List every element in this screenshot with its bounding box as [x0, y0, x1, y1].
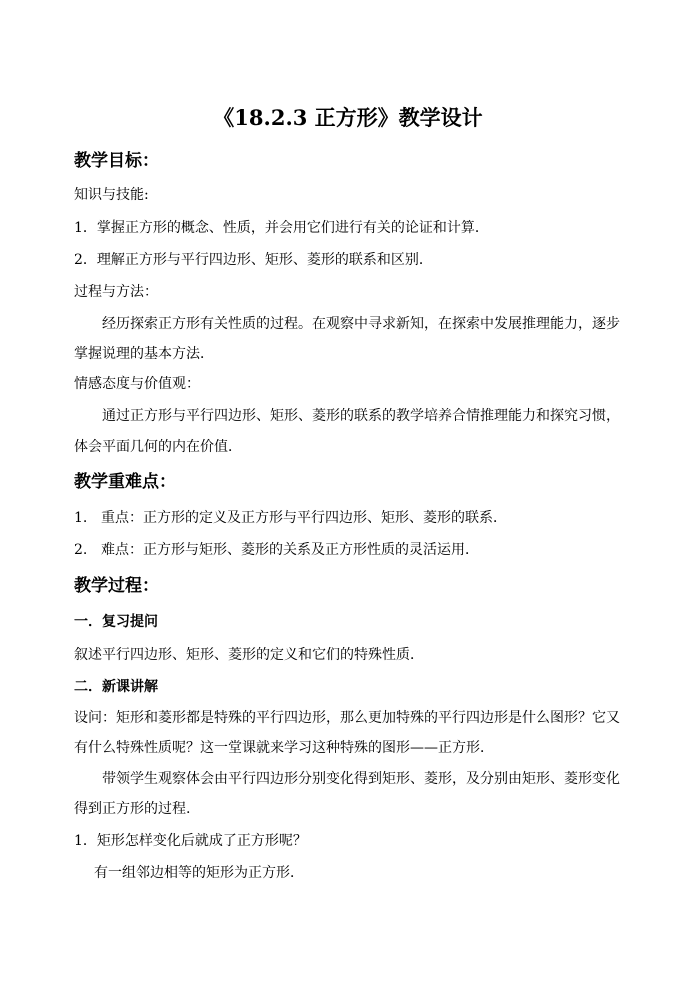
- emotion-paragraph-line-2: 体会平面几何的内在价值．: [74, 439, 242, 455]
- document-title: 《18.2.3 正方形》教学设计: [213, 105, 483, 130]
- heading-teaching-objectives: 教学目标：: [74, 151, 159, 171]
- process-paragraph-line-1: 经历探索正方形有关性质的过程。在观察中寻求新知，在探索中发展推理能力，逐步: [102, 316, 620, 332]
- review-paragraph: 叙述平行四边形、矩形、菱形的定义和它们的特殊性质．: [74, 647, 424, 663]
- knowledge-skills-label: 知识与技能:: [74, 187, 149, 203]
- list-number: 1.: [74, 510, 88, 526]
- objective-item-1: 1．掌握正方形的概念、性质，并会用它们进行有关的论证和计算．: [74, 220, 489, 236]
- subheading-review: 一．复习提问: [74, 614, 158, 630]
- key-point-text: 重点：正方形的定义及正方形与平行四边形、矩形、菱形的联系．: [101, 510, 507, 526]
- key-point-item-1: [74, 508, 507, 528]
- question-paragraph-line-2: 有什么特殊性质呢？这一堂课就来学习这种特殊的图形——正方形．: [74, 740, 494, 756]
- objective-item-2: 2．理解正方形与平行四边形、矩形、菱形的联系和区别．: [74, 252, 433, 268]
- question-paragraph-line-1: 设问：矩形和菱形都是特殊的平行四边形，那么更加特殊的平行四边形是什么图形？它又: [74, 710, 620, 726]
- emotion-values-label: 情感态度与价值观：: [74, 376, 200, 392]
- heading-key-difficult-points: 教学重难点：: [74, 472, 176, 492]
- process-paragraph-line-2: 掌握说理的基本方法．: [74, 346, 214, 362]
- emotion-paragraph-line-1: 通过正方形与平行四边形、矩形、菱形的联系的教学培养合情推理能力和探究习惯，: [102, 408, 620, 424]
- subheading-new-lesson: 二．新课讲解: [74, 679, 158, 695]
- heading-teaching-process: 教学过程：: [74, 576, 159, 596]
- inquiry-answer-1: 有一组邻边相等的矩形为正方形．: [94, 865, 304, 881]
- list-number: 2.: [74, 542, 88, 558]
- key-point-item-2: [74, 540, 479, 560]
- guide-paragraph-line-2: 得到正方形的过程.: [74, 801, 191, 817]
- inquiry-item-1: 1．矩形怎样变化后就成了正方形呢？: [74, 833, 307, 849]
- process-methods-label: 过程与方法：: [74, 284, 158, 300]
- guide-paragraph-line-1: 带领学生观察体会由平行四边形分别变化得到矩形、菱形，及分别由矩形、菱形变化: [102, 771, 620, 787]
- difficult-point-text: 难点：正方形与矩形、菱形的关系及正方形性质的灵活运用．: [101, 542, 479, 558]
